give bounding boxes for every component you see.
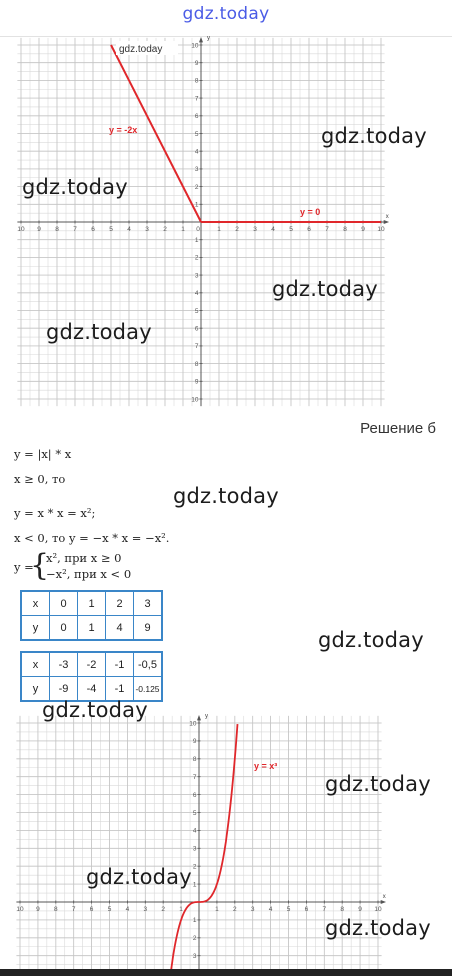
x-tick-label: 6: [89, 906, 94, 913]
x-tick-label: 1: [179, 906, 183, 913]
x-tick-label: 8: [340, 906, 345, 913]
y-tick-label: 2: [192, 935, 197, 943]
bottom-bar: [0, 969, 452, 976]
table-cell: 3: [134, 591, 163, 616]
x-axis-label: x: [382, 894, 386, 900]
series-label: y = x³: [254, 761, 278, 771]
table-cell: 0: [50, 616, 78, 641]
piecewise-case: −x², при x < 0: [46, 567, 132, 581]
y-tick-label: 1: [192, 917, 197, 925]
table-cell: y: [21, 616, 50, 641]
y-tick-label: 9: [192, 738, 197, 746]
x-tick-label: 7: [71, 906, 76, 913]
y-tick-label: 8: [194, 360, 199, 368]
watermark: gdz.today: [173, 484, 279, 508]
table-cell: 1: [78, 591, 106, 616]
x-tick-label: 2: [163, 226, 167, 233]
formula-line: y = |x| * x: [14, 447, 72, 461]
y-tick-label: 8: [194, 77, 199, 85]
table-cell: -2: [78, 652, 106, 677]
watermark: gdz.today: [86, 865, 192, 889]
watermark: gdz.today: [318, 628, 424, 652]
x-tick-label: 7: [73, 226, 77, 233]
x-tick-label: 3: [253, 226, 257, 233]
table-row: [21, 616, 162, 641]
x-tick-label: 2: [232, 906, 237, 913]
formula-line: y = x * x = x²;: [14, 506, 96, 520]
y-tick-label: 5: [194, 307, 199, 315]
y-tick-label: 7: [194, 95, 199, 103]
x-tick-label: 2: [161, 906, 166, 913]
site-brand[interactable]: gdz.today: [182, 4, 270, 24]
x-tick-label: 8: [53, 906, 58, 913]
y-tick-label: 3: [194, 166, 199, 174]
values-table: [20, 590, 163, 641]
x-tick-label: 8: [55, 226, 59, 233]
y-tick-label: 6: [192, 791, 197, 799]
table-cell: -0.125: [134, 677, 163, 702]
table-cell: -3: [50, 652, 78, 677]
y-tick-label: 1: [194, 237, 199, 244]
table-cell: 1: [78, 616, 106, 641]
x-tick-label: 10: [16, 906, 24, 913]
x-tick-label: 0: [196, 226, 200, 233]
table-row: [21, 652, 162, 677]
y-tick-label: 2: [192, 863, 197, 871]
graph-tag: gdz.today: [119, 44, 163, 55]
y-tick-label: 3: [194, 272, 199, 280]
y-tick-label: 7: [194, 343, 199, 351]
y-axis-arrow: [199, 37, 203, 42]
x-axis-arrow: [384, 220, 389, 224]
x-tick-label: 1: [217, 226, 221, 233]
piecewise-case: x², при x ≥ 0: [46, 551, 122, 565]
x-tick-label: 9: [358, 906, 362, 913]
watermark: gdz.today: [42, 698, 148, 722]
y-tick-label: 6: [194, 325, 199, 333]
values-table: [20, 651, 163, 702]
x-tick-label: 9: [361, 226, 365, 233]
watermark: gdz.today: [46, 320, 152, 344]
table-cell: 4: [106, 616, 134, 641]
table-cell: 0: [50, 591, 78, 616]
x-tick-label: 4: [127, 226, 131, 233]
y-tick-label: 9: [194, 378, 199, 386]
x-tick-label: 10: [377, 226, 385, 233]
x-tick-label: 6: [304, 906, 309, 913]
series-curve-y-x3: [163, 724, 237, 976]
table-cell: y: [21, 677, 50, 702]
table-cell: -9: [50, 677, 78, 702]
y-tick-label: 5: [192, 809, 197, 817]
y-tick-label: 4: [194, 290, 199, 298]
x-tick-label: 9: [36, 906, 40, 913]
x-tick-label: 3: [250, 906, 255, 913]
x-axis-label: x: [385, 214, 389, 220]
x-tick-label: 9: [37, 226, 41, 233]
x-tick-label: 8: [343, 226, 347, 233]
y-tick-label: 1: [194, 201, 199, 209]
y-tick-label: 8: [192, 756, 197, 764]
x-tick-label: 6: [91, 226, 95, 233]
watermark: gdz.today: [272, 277, 378, 301]
table-row: [21, 591, 162, 616]
x-tick-label: 6: [307, 226, 311, 233]
x-tick-label: 3: [143, 906, 148, 913]
x-tick-label: 10: [374, 906, 382, 913]
y-tick-label: 5: [194, 130, 199, 138]
y-tick-label: 7: [192, 774, 197, 781]
x-tick-label: 5: [107, 906, 112, 913]
watermark: gdz.today: [325, 772, 431, 796]
table-cell: x: [21, 652, 50, 677]
table-cell: -0,5: [134, 652, 163, 677]
y-tick-label: 2: [194, 183, 199, 191]
x-tick-label: 7: [325, 226, 329, 233]
table-cell: x: [21, 591, 50, 616]
table-cell: -4: [78, 677, 106, 702]
table-cell: -1: [106, 677, 134, 702]
watermark: gdz.today: [321, 124, 427, 148]
y-tick-label: 4: [194, 148, 199, 156]
y-axis-arrow: [197, 715, 201, 720]
x-tick-label: 5: [109, 226, 113, 233]
x-tick-label: 4: [271, 226, 275, 233]
x-tick-label: 3: [145, 226, 149, 233]
formula-line: x < 0, то y = −x * x = −x².: [14, 531, 170, 545]
x-tick-label: 4: [268, 906, 273, 913]
watermark: gdz.today: [325, 916, 431, 940]
y-tick-label: 3: [192, 845, 197, 853]
x-tick-label: 10: [17, 226, 25, 233]
y-tick-label: 10: [189, 720, 197, 728]
y-tick-label: 10: [191, 42, 199, 50]
y-tick-label: 3: [192, 953, 197, 960]
piecewise-lhs: y =: [14, 560, 34, 574]
x-tick-label: 5: [286, 906, 291, 913]
y-tick-label: 9: [194, 60, 199, 67]
x-tick-label: 7: [322, 906, 327, 913]
graph-linear: [0, 37, 452, 413]
series-label: y = -2x: [109, 125, 138, 135]
y-tick-label: 6: [194, 113, 199, 121]
series-label: y = 0: [300, 207, 321, 217]
x-tick-label: 2: [235, 226, 239, 233]
y-axis-label: y: [205, 713, 208, 720]
x-axis-arrow: [381, 900, 386, 904]
table-cell: 2: [106, 591, 134, 616]
y-tick-label: 10: [191, 396, 199, 404]
formula-line: x ≥ 0, то: [14, 472, 66, 486]
y-axis-label: y: [207, 35, 210, 42]
x-tick-label: 5: [289, 226, 293, 233]
x-tick-label: 1: [181, 226, 185, 233]
x-tick-label: 1: [215, 906, 219, 913]
solution-heading: Решение б: [360, 420, 436, 437]
table-cell: -1: [106, 652, 134, 677]
table-cell: 9: [134, 616, 163, 641]
y-tick-label: 2: [194, 254, 199, 262]
watermark: gdz.today: [22, 175, 128, 199]
piecewise-brace: {: [30, 548, 50, 583]
y-tick-label: 1: [192, 881, 197, 889]
x-tick-label: 4: [125, 906, 130, 913]
y-tick-label: 4: [192, 827, 197, 835]
